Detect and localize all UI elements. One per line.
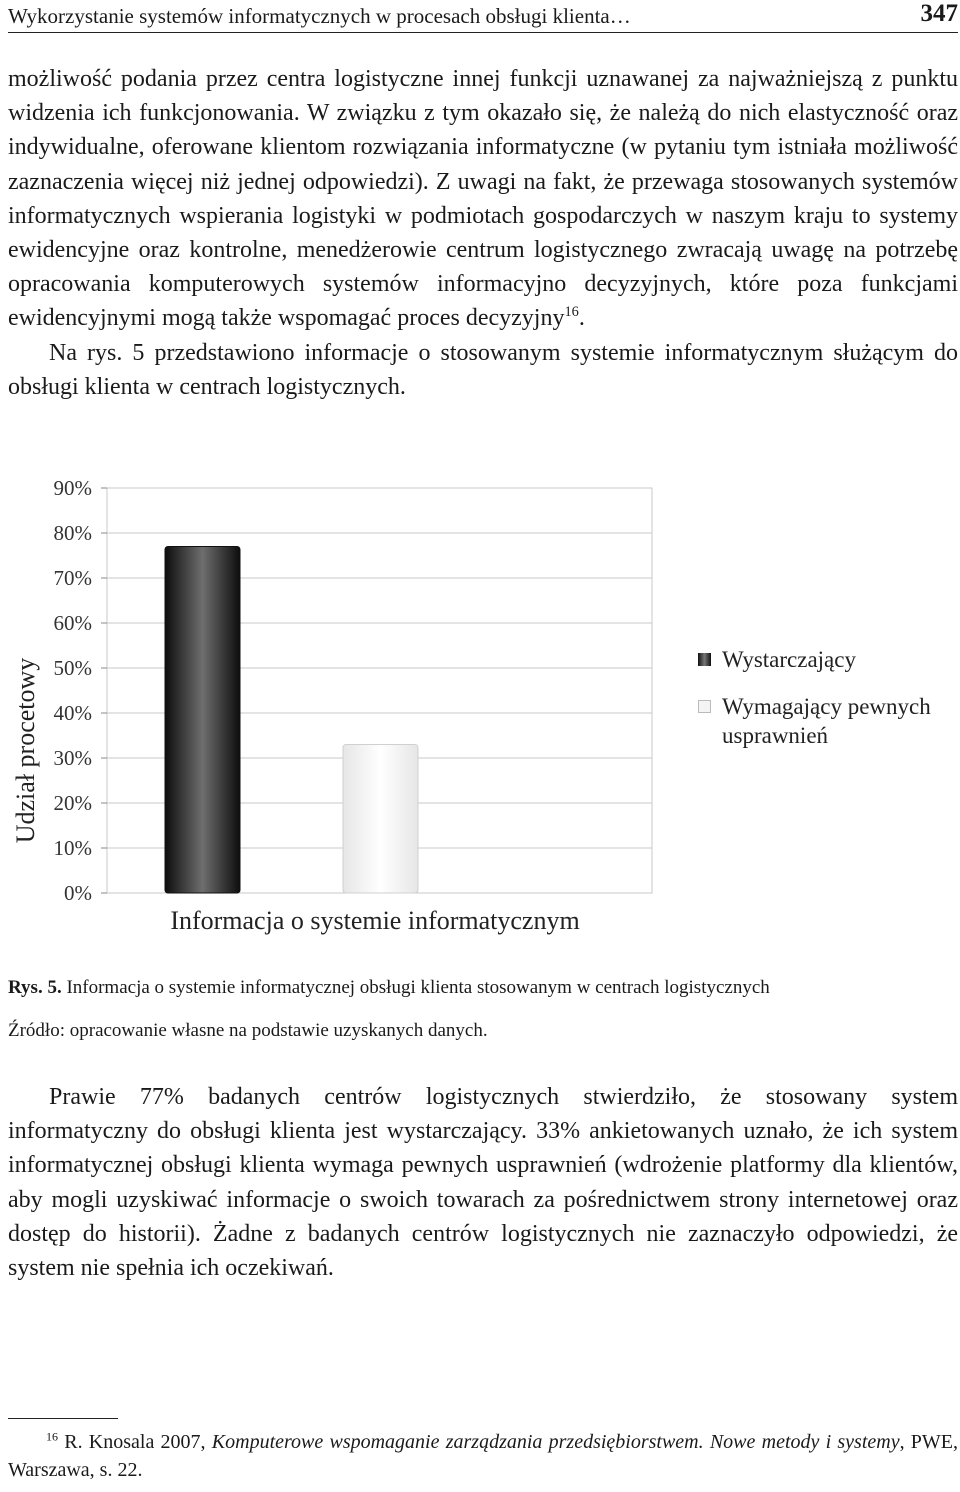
legend-label-2: Wymagający pewnych usprawnień [722, 694, 931, 748]
bar-1 [165, 547, 240, 894]
legend-item-1 [698, 645, 960, 674]
y-axis-label: Udział procetowy [11, 657, 40, 844]
y-tick-label: 20% [53, 791, 92, 815]
paragraph-2 [8, 1080, 958, 1285]
bar-2 [343, 745, 418, 894]
y-tick-label: 40% [53, 701, 92, 725]
footnote-title: Komputerowe wspomaganie zarządzania przedsiębiorstwem. Nowe metody i systemy [211, 1431, 900, 1453]
y-tick-label: 60% [53, 611, 92, 635]
legend-item-2 [698, 692, 960, 750]
page-number: 347 [920, 0, 958, 27]
legend-swatch-1 [698, 653, 711, 666]
x-category-label: Informacja o systemie informatycznym [170, 906, 580, 935]
footnote-ref[interactable]: 16 [564, 304, 579, 321]
y-tick-label: 70% [53, 566, 92, 590]
paragraph-1b: Na rys. 5 przedstawiono informacje o stosowanym systemie informatycznym służącym do obsługi klienta w centrach logistycznych. [8, 339, 958, 400]
caption-text: Informacja o systemie informatycznej obsługi klienta stosowanym w centrach logistycznych [66, 977, 770, 998]
footnote-rule [8, 1418, 118, 1419]
footnote [8, 1428, 958, 1484]
y-tick-label: 50% [53, 656, 92, 680]
y-tick-label: 90% [53, 476, 92, 500]
paragraph-1 [8, 62, 958, 404]
footnote-number: 16 [46, 1429, 58, 1444]
legend-swatch-2 [698, 700, 711, 713]
paragraph-1a [8, 62, 958, 336]
y-tick-label: 0% [64, 881, 92, 905]
footnote-rest: , PWE, Warszawa, s. 22. [8, 1431, 959, 1481]
figure-source: Źródło: opracowanie własne na podstawie uzyskanych danych. [8, 1020, 488, 1041]
chart-legend [698, 645, 960, 768]
paragraph-2-text: Prawie 77% badanych centrów logistycznych stwierdziło, że stosowany system informatyczny do obsługi klienta jest wystarczający. 33% ankietowanych uznało, że ich system informatycznej obsługi klienta wymaga pewnych usprawnień (wdrożenie platformy dla klientów, aby mogli uzyskiwać informacje o swoich towarach za pośrednictwem strony internetowej oraz dostęp do historii). Żadne z badanych centrów logistycznych nie zaznaczyło odpowiedzi, że system nie spełnia ich oczekiwań. [8, 1084, 958, 1282]
caption-label: Rys. 5. [8, 977, 62, 998]
paragraph-1a-end: . [578, 305, 585, 332]
figure-caption [8, 976, 958, 1000]
y-tick-label: 10% [53, 836, 92, 860]
footnote-author: R. Knosala 2007, [64, 1431, 206, 1453]
y-tick-label: 80% [53, 521, 92, 545]
running-header [8, 0, 958, 33]
bar-chart [0, 460, 960, 950]
running-title: Wykorzystanie systemów informatycznych w procesach obsługi klienta… [8, 4, 631, 28]
y-tick-label: 30% [53, 746, 92, 770]
legend-label-1: Wystarczający [722, 647, 856, 672]
paragraph-1a-text: możliwość podania przez centra logistyczne innej funkcji uznawanej za najważniejszą z punktu widzenia ich funkcjonowania. W związku z tym okazało się, że należą do nich elastyczność oraz indywidualne, oferowane klientom rozwiązania informatyczne (w pytaniu tym istniała możliwość zaznaczenia więcej niż jednej odpowiedzi). Z uwagi na fakt, że przewaga stosowanych systemów informatycznych wspierania logistyki w podmiotach gospodarczych w naszym kraju to systemy ewidencyjne oraz kontrolne, menedżerowie centrum logistycznego zwracają uwagę na potrzebę opracowania komputerowych systemów informacyjno decyzyjnych, które poza funkcjami ewidencyjnymi mogą także wspomagać proces decyzyjny [8, 66, 958, 332]
